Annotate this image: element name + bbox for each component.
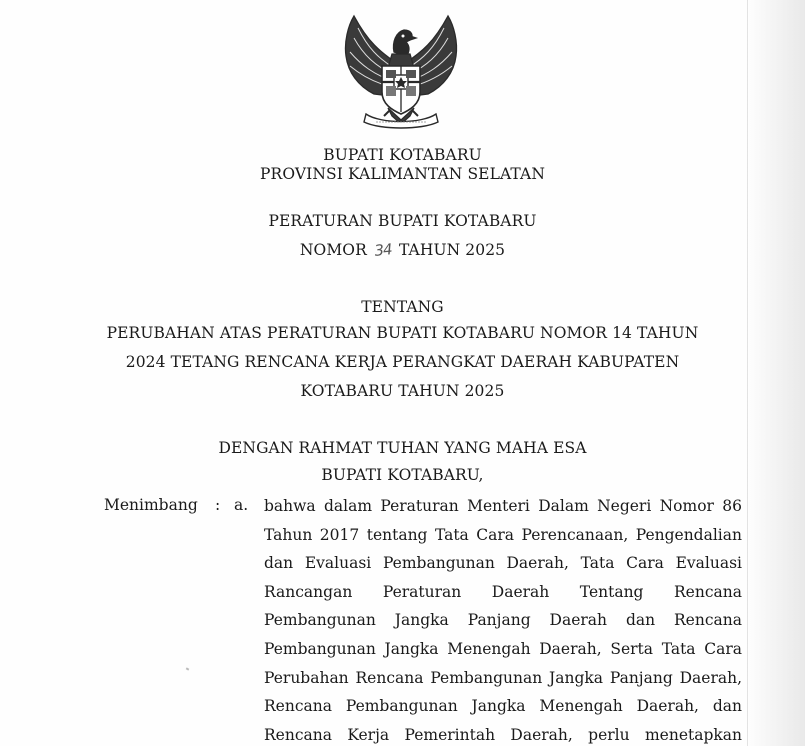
number-prefix: NOMOR bbox=[299, 241, 367, 259]
scan-speck bbox=[186, 667, 190, 670]
subject-line-2: 2024 TETANG RENCANA KERJA PERANGKAT DAERAH KABUPATEN bbox=[125, 353, 680, 371]
considering-line: Rencana Pembangunan Jangka Menengah Daerah, dan bbox=[264, 697, 742, 716]
page-edge-line bbox=[747, 0, 748, 746]
subject-label: TENTANG bbox=[361, 298, 444, 316]
considering-line: Pembangunan Jangka Menengah Daerah, Serta Tata Cara bbox=[264, 640, 742, 658]
considering-line: dan Evaluasi Pembangunan Daerah, Tata Cara Evaluasi bbox=[264, 554, 742, 573]
office-title: BUPATI KOTABARU bbox=[323, 146, 482, 164]
number-suffix: TAHUN 2025 bbox=[398, 241, 506, 259]
considering-line: bahwa dalam Peraturan Menteri Dalam Negeri Nomor 86 bbox=[264, 497, 742, 515]
considering-line: Rancangan Peraturan Daerah Tentang Rencana bbox=[264, 582, 742, 601]
subject-line-1: PERUBAHAN ATAS PERATURAN BUPATI KOTABARU NOMOR 14 TAHUN bbox=[106, 324, 699, 342]
considering-line: Pembangunan Jangka Panjang Daerah dan Rencana bbox=[264, 611, 742, 630]
considering-label: Menimbang bbox=[104, 496, 198, 514]
subject-line-3: KOTABARU TAHUN 2025 bbox=[300, 382, 505, 400]
considering-colon: : bbox=[215, 496, 221, 514]
considering-line: Tahun 2017 tentang Tata Cara Perencanaan, Pengendalian bbox=[264, 525, 742, 544]
handwritten-number: 34 bbox=[373, 240, 393, 260]
considering-line: Perubahan Rencana Pembangunan Jangka Panjang Daerah, bbox=[264, 668, 742, 687]
regulation-number bbox=[0, 241, 805, 259]
preamble-line-1: DENGAN RAHMAT TUHAN YANG MAHA ESA bbox=[218, 439, 587, 457]
considering-line: Rencana Kerja Pemerintah Daerah, perlu menetapkan bbox=[264, 725, 742, 744]
regulation-title: PERATURAN BUPATI KOTABARU bbox=[268, 212, 537, 230]
province-title: PROVINSI KALIMANTAN SELATAN bbox=[260, 165, 545, 183]
preamble-line-2: BUPATI KOTABARU, bbox=[321, 466, 484, 484]
garuda-emblem-icon bbox=[340, 12, 462, 132]
considering-item-letter: a. bbox=[234, 496, 249, 514]
page-edge-shadow bbox=[747, 0, 805, 746]
